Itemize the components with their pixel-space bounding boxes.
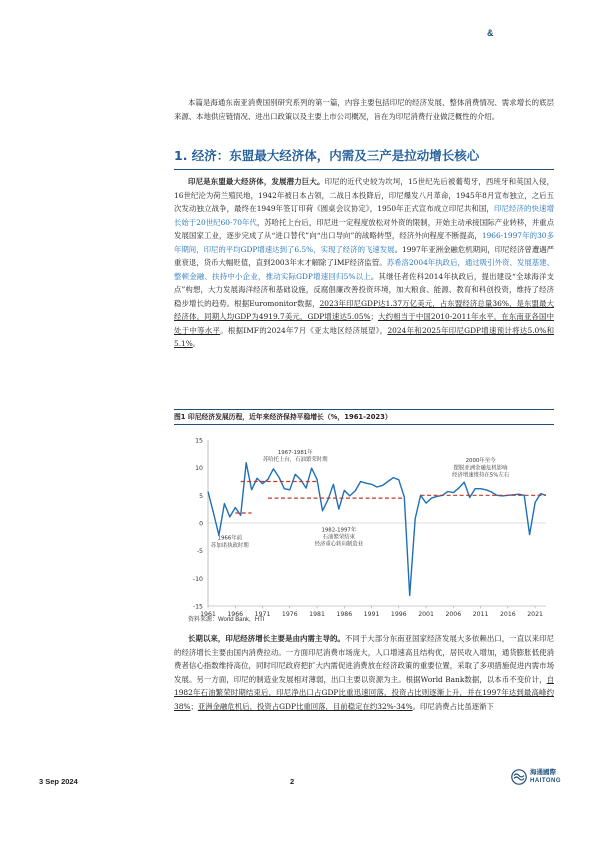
y-tick-label: 10 xyxy=(195,465,203,473)
figure-title: 图1 印尼经济发展历程，近年来经济保持平稳增长（%，1961-2023） xyxy=(174,409,554,425)
page-number: 2 xyxy=(290,777,295,786)
text-segment: 不同于大部分东南亚国家经济发展大多依赖出口，一直以来印尼的经济增长主要由国内消费拉动。一方面印尼消费市场庞大，人口增速高且结构优，居民收入增加，通货膨胀低使消费者信心指数维持高位，同时印尼政府把扩大内需促进消费放在经济政策的重要位置，采取了多项措施促进内需市场发展。另一方面，印尼的制造业发展相对薄弱，出口主要以资源为主。根据World Bank数据，以本币不变价计， xyxy=(174,634,554,684)
text-segment: 2024年和2025年印尼GDP增速预计将达5.0%和5.1% xyxy=(174,325,554,348)
text-segment: 2023年印尼GDP达1.37万亿美元，占东盟经济总量36%，是东盟最大经济体，同期人均GDP为4919.7美元，GDP增速达5.05% xyxy=(174,298,554,321)
haitong-logo-icon xyxy=(511,769,527,785)
x-tick-label: 2006 xyxy=(445,611,462,618)
x-tick-label: 1991 xyxy=(363,611,380,618)
footer-date: 3 Sep 2024 xyxy=(39,777,78,786)
x-tick-label: 2001 xyxy=(418,611,434,618)
gdp-growth-line xyxy=(208,463,546,596)
haitong-logo xyxy=(511,769,561,785)
domestic-demand-paragraph xyxy=(174,632,554,713)
y-tick-label: 0 xyxy=(199,520,203,528)
text-segment: 1966-1997年的30多年期间，印尼的平均GDP增速达到了6.5%，实现了经济的飞速发展 xyxy=(174,231,554,254)
text-segment: 。 xyxy=(192,339,201,348)
text-segment: 。1997年亚洲金融危机期间，印尼经济曾遭遇严重衰退，货币大幅贬值，直到2003年末才解除了IMF经济监管。 xyxy=(174,244,554,267)
text-segment: 印尼是东盟最大经济体，发展潜力巨大。 xyxy=(188,177,325,186)
figure-source: 资料来源：World Bank，HTI xyxy=(188,617,265,623)
text-segment: ； xyxy=(370,312,378,321)
text-segment: 长期以来，印尼经济增长主要是由内需主导的。 xyxy=(188,634,345,643)
chart-annotation: 1967-1981年苏哈托上台，石油繁荣时期 xyxy=(262,449,328,464)
text-segment: ； xyxy=(190,701,198,711)
y-tick-label: -15 xyxy=(192,603,203,611)
text-segment: 印尼的近代史较为坎坷，15世纪先后被葡萄牙，西班牙和英国入侵，16世纪沦为荷兰殖民地，1942年被日本占领，二战日本投降后，印尼爆发八月革命，1945年8月宣布独立，之后五次发动独立战争，最终在1949年签订印荷《圆桌会议协定》，1950年正式宣布成立印尼共和国， xyxy=(174,177,554,213)
text-segment: 。印尼消费占比虽逐渐下 xyxy=(412,701,494,711)
chart-annotation: 2000年至今摆脱亚洲金融危机影响经济增速维持在5%左右 xyxy=(452,458,510,479)
x-tick-label: 2016 xyxy=(499,611,516,618)
x-tick-label: 1961 xyxy=(200,611,216,618)
text-segment: 苏希洛2004年执政后，通过吸引外资、发展基建、整顿金融、扶持中小企业，推动实际GDP增速回归5%以上 xyxy=(174,258,554,281)
y-tick-label: 15 xyxy=(195,437,203,445)
section-title: 1. 经济：东盟最大经济体，内需及三产是拉动增长核心 xyxy=(174,143,554,170)
text-segment: 印尼经济的快速增长始于20世纪60-70年代 xyxy=(174,204,554,227)
text-segment: 亚洲金融危机后，投资占GDP比重回落，目前稳定在约32%-34% xyxy=(197,701,413,711)
y-tick-label: -5 xyxy=(196,548,203,556)
chart-annotation: 1982-1997年石油繁荣结束经济重心转向制造业 xyxy=(314,527,364,548)
text-segment: 自1982年石油繁荣时期结束后，印尼净出口占GDP比重迅速回落，投资占比则逐渐上升，并在1997年达到最高峰约38% xyxy=(174,674,554,711)
logo-chinese-text: 海通國際 xyxy=(530,769,556,776)
x-tick-label: 1981 xyxy=(309,611,325,618)
text-segment: 。其继任者佐科2014年执政后，提出建设“全球海洋支点”构想，大力发展海洋经济和基础设施，反腐倡廉改善投资环境，加大粮食、能源、教育和科创投资，维持了经济稳步增长的趋势。根据Euromonitor数据， xyxy=(174,271,554,308)
x-tick-label: 1971 xyxy=(254,611,271,618)
chart-annotation: 1966年前苏加诺执政时期 xyxy=(210,535,249,549)
logo-english-text: HAITONG xyxy=(530,778,562,784)
intro-paragraph: 本篇是海通东南亚消费国别研究系列的第一篇，内容主要包括印尼的经济发展、整体消费情况、需求增长的底层来源、本地供应链情况、进出口政策以及主要上市公司概况，旨在为印尼消费行业做泛概性的介绍。 xyxy=(174,98,554,121)
economy-paragraph xyxy=(174,175,554,351)
y-tick-label: -10 xyxy=(192,575,203,583)
text-segment: 大约相当于中国2010-2011年水平，在东南亚各国中处于中等水平 xyxy=(174,312,554,335)
x-tick-label: 2021 xyxy=(527,611,543,618)
x-tick-label: 1976 xyxy=(281,611,298,618)
y-tick-label: 5 xyxy=(199,492,203,500)
x-tick-label: 1966 xyxy=(227,611,244,618)
x-tick-label: 1986 xyxy=(336,611,353,618)
text-segment: 。根据IMF的2024年7月《亚太地区经济展望》， xyxy=(220,325,388,335)
gdp-growth-chart xyxy=(174,426,554,621)
text-segment: ，苏哈托上台后，印尼进一定程度放松对外资的限制，开始主动承接国际产业转移，并重点发展国家工业，逐步完成了从“进口替代”向“出口导向”的战略转型，经济外向程度不断提高， xyxy=(174,217,554,240)
x-tick-label: 2011 xyxy=(472,611,489,618)
x-tick-label: 1996 xyxy=(390,611,407,618)
header-ampersand-mark: & xyxy=(487,28,494,38)
